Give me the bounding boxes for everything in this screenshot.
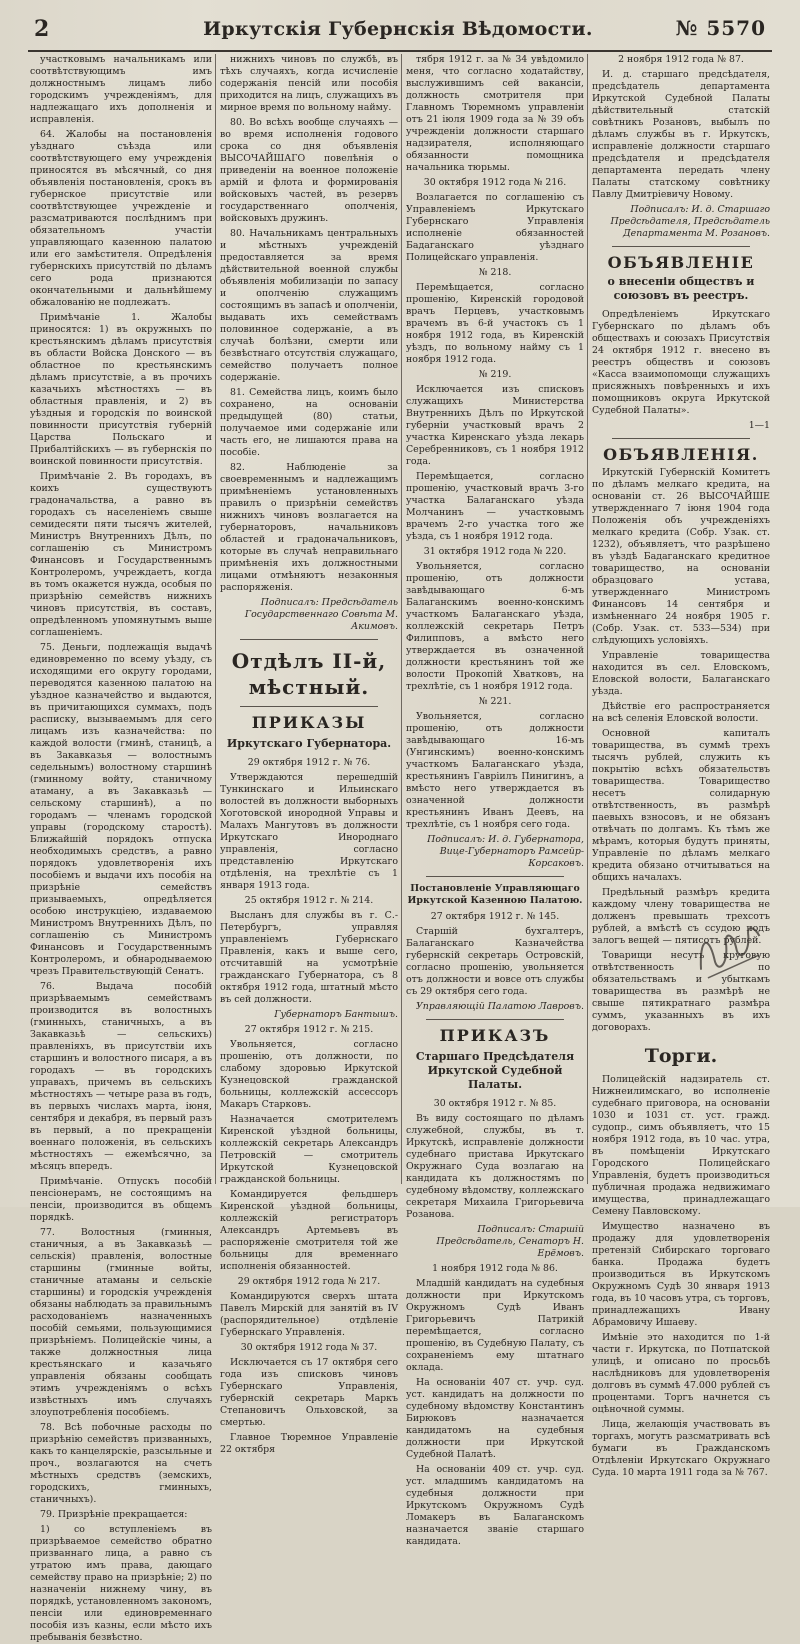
auctions-heading: Торги. <box>644 1045 718 1067</box>
order-number: № 221. <box>478 696 512 707</box>
paragraph: 82. Наблюденіе за своевременнымъ и надлежащимъ примѣненіемъ установленныхъ правилъ о призрѣніи семействъ нижнихъ чиновъ возлагается на губернаторовъ, начальниковъ областей и градоначальниковъ, которые въ случаѣ неправильнаго примѣненія ихъ должностными лицами отмѣняютъ незаконныя распоряженія. <box>220 462 398 593</box>
paragraph: 79. Призрѣніе прекращается: <box>40 1509 188 1520</box>
issue-number: № 5570 <box>675 16 766 40</box>
signature: Подписалъ: И. д. Губернатора, Вице-Губернаторъ Рамсейр-Корсаковъ. <box>427 834 584 869</box>
orders-heading: ПРИКАЗЫ <box>251 713 367 732</box>
order-date: 30 октября 1912 г. № 85. <box>433 1098 557 1109</box>
paragraph: Имущество назначено въ продажу для удовлетворенія претензій Сибирскаго торговаго банка. Продажа будетъ производиться въ Иркутскомъ Окружномъ Судѣ 30 января 1913 года, въ 10 часовъ утра, съ торговъ, принадлежащихъ Ивану Абрамовичу Ишаеву. <box>592 1221 770 1328</box>
orders-subheading: Иркутскаго Губернатора. <box>226 737 392 750</box>
paragraph: Управленіе товарищества находится въ сел. Еловскомъ, Еловской волости, Балаганскаго уѣзда. <box>592 650 770 697</box>
paragraph: Въ виду состоящаго по дѣламъ служебной, службы, въ т. Иркутскѣ, исправленіе должности судебнаго пристава Иркутскаго Окружнаго Суда возлагаю на кандидата къ должностямъ по судебному вѣдомству, коллежскаго секретаря Михаила Григорьевича Розанова. <box>406 1113 584 1220</box>
column-1 <box>30 54 212 1643</box>
paragraph: Основной капиталъ товарищества, въ суммѣ трехъ тысячъ рублей, служить къ покрытію всѣхъ обязательствъ товарищества. Товарищество несетъ солидарную отвѣтственность, въ размѣрѣ паевыхъ взносовъ, и не обязанъ отвѣчать по долгамъ. Къ тѣмъ же мѣрамъ, которыя будутъ приняты, Управленіе по дѣламъ мелкаго кредита обязано отчитываться на общихъ началахъ. <box>592 728 770 883</box>
paragraph: нижнихъ чиновъ по службѣ, въ тѣхъ случаяхъ, когда исчисленіе содержанія пенсій или пособія приходится на лицъ, служащихъ въ мирное время по вольному найму. <box>220 54 398 113</box>
insertion-count: 1—1 <box>748 420 770 431</box>
paragraph: 77. Волостныя (гминныя, станичныя, а въ Закавказьѣ — сельскія) правленія, волостные старшины (гминные войты, станичные атаманы и сельскіе старшины) и городскія учрежденія обязаны наблюдать за правильнымъ расходованіемъ назначенныхъ пособій семьями, пользующимися призрѣніемъ. Полицейскіе чины, а также должностныя лица крестьянскаго и казачьяго управленія обязаны сообщать этимъ учрежденіямъ о всѣхъ извѣстныхъ имъ случаяхъ злоупотребленія пособіемъ. <box>30 1227 212 1418</box>
paragraph: Старшій бухгалтеръ, Балаганскаго Казначейства губернскій секретарь Островскій, согласно прошенію, увольняется отъ должности и вовсе отъ службы съ 29 октября сего года. <box>406 926 584 997</box>
order-date: 30 октября 1912 года № 216. <box>423 177 567 188</box>
paragraph: Командируются сверхъ штата Павелъ Мирскій для занятій въ IV (распорядительное) отдѣленіе Губернскаго Управленія. <box>220 1291 398 1338</box>
paragraph: Опредѣленіемъ Иркутскаго Губернскаго по дѣламъ объ обществахъ и союзахъ Присутствія 24 октября 1912 г. внесено въ реестръ обществъ и союзовъ «Касса взаимопомощи служащихъ присяжныхъ повѣренныхъ и ихъ помощниковъ округа Иркутской Судебной Палаты». <box>592 309 770 416</box>
paragraph: На основаніи 409 ст. учр. суд. уст. младшимъ кандидатомъ на судебныя должности при Иркутскомъ Окружномъ Судѣ Ломакеръ въ Балаганскомъ назначается званіе старшаго кандидата. <box>406 1464 584 1547</box>
paragraph: Младшій кандидатъ на судебныя должности при Иркутскомъ Окружномъ Судѣ Иванъ Григорьевичъ Патрикій перемѣщается, согласно прошенію, въ Судебную Палату, съ сохраненіемъ ему штатнаго оклада. <box>406 1278 584 1373</box>
paragraph: Перемѣщается, согласно прошенію, участковый врачъ 3-го участка Балаганскаго уѣзда Молчанинъ — участковымъ врачемъ 2-го участка того же уѣзда, съ 1 ноября 1912 года. <box>406 471 584 542</box>
paragraph: Полицейскій надзиратель ст. Нижнеилимскаго, во исполненіе судебнаго приговора, на основаніи 1030 и 1031 ст. уст. гражд. судопр., симъ объявляетъ, что 15 ноября 1912 года, въ 10 час. утра, въ помѣщеніи Иркутскаго Городского Полицейскаго Управленія, будетъ производиться публичная продажа недвижимаго имущества, принадлежащаго Семену Павловскому. <box>592 1074 770 1217</box>
paragraph: Исключается съ 17 октября сего года изъ списковъ чиновъ Губернскаго Управленія, губернскій секретарь Маркъ Степановичъ Ольховской, за смертью. <box>220 1357 398 1428</box>
order-subheading: Старшаго Предсѣдателя Иркутской Судебной Палаты. <box>415 1050 575 1091</box>
paragraph: 80. Во всѣхъ вообще случаяхъ — во время исполненія годового срока со дня объявленія ВЫСОЧАЙШАГО повелѣнія о приведеніи на военное положеніе армій и флота и формированія войсковыхъ частей, въ резервъ государственнаго ополченія, войсковыхъ дружинъ. <box>220 117 398 224</box>
order-date: 27 октября 1912 г. № 145. <box>430 911 560 922</box>
column-rule <box>587 54 588 1184</box>
section-heading: Отдѣлъ II-й, мѣстный. <box>231 649 387 699</box>
paragraph: 64. Жалобы на постановленія уѣзднаго съѣзда или соотвѣтствующего ему учрежденія приносятся въ мѣсячный, со дня объявленія постановленія, срокъ въ губернское присутствіе или соотвѣтствующее учрежденіе и разсматриваются послѣднимъ при обязательномъ участіи управляющаго казенною палатою или его замѣстителя. Опредѣленія губернскихъ присутствій по дѣламъ сего рода признаются окончательными и дальнѣйшему обжалованію не подлежатъ. <box>30 129 212 308</box>
paragraph: Предѣльный размѣръ кредита каждому члену товарищества не долженъ превышать трехсотъ рублей, а вмѣстѣ съ ссудою подъ залогъ вещей — пятисотъ рублей. <box>592 887 770 946</box>
signature: Губернаторъ Бантышъ. <box>274 1009 398 1020</box>
paragraph: 75. Деньги, подлежащія выдачѣ единовременно по всему уѣзду, съ исходящими его округу городами, переводятся казенною палатою на уѣздное казначейство и выдаются, въ причитающихся суммахъ, подъ расписку, вызываемымъ для сего лицамъ изъ казначейства: по каждой волости (гминѣ, станицѣ, а въ Закавказья — волостнымъ седельнымъ) волостному старшинѣ (гминному войту, станичному атаману, а въ Закавказьѣ — сельскому старшинѣ), а по городамъ — членамъ городской управы (городскому старостѣ). Ближайшій порядокъ отпуска необходимыхъ средствъ, а равно порядокъ удовлетворенія ихъ пособіемъ и выдачи ихъ пособія на призрѣніе семействъ призываемыхъ, опредѣляется особою инструкціею, издаваемою Министромъ Внутреннихъ Дѣлъ, по соглашенію съ Министромъ Финансовъ и Государственнымъ Контролеромъ, и обнародываемою чрезъ Правительствующій Сенатъ. <box>30 642 212 977</box>
order-date: 29 октября 1912 года № 217. <box>237 1276 381 1287</box>
note: Примѣчаніе 1. Жалобы приносятся: 1) въ окружныхъ по крестьянскимъ дѣламъ присутствія въ области Войска Донского — въ областное по крестьянскимъ дѣламъ присутствіе, а въ прочихъ казачьихъ мѣстностяхъ — въ областныя правленія, и 2) въ уѣздныя и городскія по воинской повинности присутствія губерній Царства Польскаго и Прибалтійскихъ — въ губернскія по воинской повинности присутствія. <box>30 312 212 467</box>
paragraph: Увольняется, согласно прошенію, отъ должности завѣдывающаго 16-мъ (Унгинскимъ) военно-конскимъ участкомъ Балаганскаго уѣзда, крестьянинъ Гавріилъ Пинигинъ, а вмѣсто него утверждается въ означенной должности крестьянинъ Иванъ Деевъ, на трехлѣтіе, съ 1 ноября сего года. <box>406 711 584 830</box>
paragraph: Лица, желающія участвовать въ торгахъ, могутъ разсматривать всѣ бумаги въ Гражданскомъ Отдѣленіи Иркутскаго Окружнаго Суда. 10 марта 1911 года за № 767. <box>592 1419 770 1478</box>
paragraph: Имѣніе это находится по 1-й части г. Иркутска, по Потпатской улицѣ, и описано по просьбѣ наслѣдниковъ для удовлетворенія долговъ въ суммѣ 47.000 рублей съ процентами. Торгъ начнется съ оцѣночной суммы. <box>592 1332 770 1415</box>
paragraph: Высланъ для службы въ г. С.-Петербургъ, управляя управленіемъ Губернскаго Правленія, какъ и выше сего, отсчитавшій на усмотрѣніе гражданскаго Губернатора, съ 8 октября 1912 года, штатный мѣсто въ сей должности. <box>220 910 398 1005</box>
paragraph: Товарищи несутъ круговую отвѣтственность по обязательствамъ и убыткамъ товарищества въ размѣрѣ не свыше пятикратнаго размѣра суммъ, указанныхъ въ ихъ договорахъ. <box>592 950 770 1033</box>
signature: Подписалъ: Предсѣдатель Государственнаго Совѣта М. Акимовъ. <box>244 597 398 632</box>
paragraph: Иркутскій Губернскій Комитетъ по дѣламъ мелкаго кредита, на основаніи ст. 26 ВЫСОЧАЙШЕ утвержденнаго 7 іюня 1904 года Положенія объ учрежденіяхъ мелкаго кредита (Собр. Узак. ст. 1232), объявляетъ, что разрѣшено въ уѣздѣ Бадаганскаго кредитное товарищество, на основаніи образцоваго устава, утвержденнаго Министромъ Финансовъ 14 сентября и измѣненнаго 24 ноября 1905 г. (Собр. Узак. ст. 533—534) при слѣдующихъ условіяхъ. <box>592 467 770 646</box>
column-3 <box>406 54 584 1547</box>
divider <box>240 639 378 640</box>
order-date: 2 ноября 1912 года № 87. <box>618 54 744 65</box>
order-number: № 219. <box>478 369 512 380</box>
note: Примѣчаніе. Отпускъ пособій пенсіонерамъ, не состоящимъ на пенсіи, производится въ общемъ порядкѣ. <box>30 1176 212 1223</box>
announcement-subheading: о внесеніи обществъ и союзовъ въ реестръ. <box>607 275 755 302</box>
divider <box>240 706 378 707</box>
paragraph: И. д. старшаго предсѣдателя, предсѣдатель департамента Иркутской Судебной Палаты дѣйствительный статскій совѣтникъ Розановъ, выбылъ по дѣламъ службы въ г. Иркутскъ, исправленіе должности старшаго предсѣдателя и предсѣдателя департамента передать члену Палаты статскому совѣтнику Павлу Дмитріевичу Новому. <box>592 69 770 200</box>
announcement-heading: ОБЪЯВЛЕНІЕ <box>607 253 755 272</box>
paragraph: Перемѣщается, согласно прошенію, Киренскій городовой врачъ Перцевъ, участковымъ врачемъ въ 6-й участокъ съ 1 ноября 1912 года, въ Киренскій уѣздъ, по вольному найму съ 1 ноября 1912 года. <box>406 282 584 365</box>
page-header <box>28 10 772 52</box>
paragraph: Главное Тюремное Управленіе 22 октября <box>220 1432 398 1455</box>
paragraph: Исключается изъ списковъ служащихъ Министерства Внутреннихъ Дѣлъ по Иркутской губерніи участковый врачъ 2 участка Киренскаго уѣзда лекарь Серебренниковъ, съ 1 ноября 1912 года. <box>406 384 584 467</box>
order-date: 29 октября 1912 г. № 76. <box>247 757 371 768</box>
divider <box>612 246 750 247</box>
order-date: 30 октября 1912 года № 37. <box>240 1342 378 1353</box>
paragraph: Увольняется, согласно прошенію, отъ должности, по слабому здоровью Иркутской Кузнецовской гражданской больницы, коллежскій ассессоръ Макаръ Старковъ. <box>220 1039 398 1110</box>
paragraph: 78. Всѣ побочные расходы по призрѣнію семействъ призванныхъ, какъ то канцелярскіе, разсыльные и проч., возлагаются на счетъ мѣстныхъ средствъ (земскихъ, городскихъ, гминныхъ, станичныхъ). <box>30 1422 212 1505</box>
order-heading: ПРИКАЗЪ <box>439 1026 551 1045</box>
paragraph: 80. Начальникамъ центральныхъ и мѣстныхъ учрежденій предоставляется за время дѣйствительной военной службы объявленія мобилизаціи по запасу и ополченію служащимъ состоящимъ въ запасѣ и ополченіи, выдавать ихъ семействамъ половинное содержаніе, а въ случаѣ болѣзни, смерти или безвѣстнаго отсутствія служащаго, семейство получаетъ полное содержаніе. <box>220 228 398 383</box>
column-2 <box>220 54 398 1455</box>
order-date: 25 октября 1912 г. № 214. <box>244 895 374 906</box>
decree-heading: Постановленіе Управляющаго Иркутской Казенною Палатою. <box>407 883 583 906</box>
paragraph: 81. Семейства лицъ, коимъ было сохранено, на основаніи предыдущей (80) статьи, получаемое ими содержаніе или часть его, не лишаются права на пособіе. <box>220 387 398 458</box>
paragraph: Увольняется, согласно прошенію, отъ должности завѣдывающаго 6-мъ Балаганскимъ военно-конскимъ участкомъ Балаганскаго уѣзда, коллежскій секретарь Петръ Филипповъ, а вмѣсто него утверждается въ означенной должности крестьянинъ той же волости Прокопій Хватковъ, на трехлѣтіе, съ 1 ноября 1912 года. <box>406 561 584 692</box>
signature: Подписалъ: И. д. Старшаго Предсѣдателя, Предсѣдатель Департамента М. Розановъ. <box>610 204 770 239</box>
paragraph: На основаніи 407 ст. учр. суд. уст. кандидатъ на должности по судебному вѣдомству Константинъ Бирюковъ назначается кандидатомъ на судебныя должности при Иркутской Судебной Палатѣ. <box>406 1377 584 1460</box>
paragraph: Утверждаются перешедшій Тункинскаго и Ильинскаго волостей въ должности выборныхъ Хоготовской инородной Управы и Малахъ Мангутовъ въ должности Иркутскаго Инороднаго управленія, согласно представленію Иркутскаго отдѣленія, на трехлѣтіе съ 1 января 1913 года. <box>220 772 398 891</box>
paragraph: Командируется фельдшеръ Киренской уѣздной больницы, коллежскій регистраторъ Александръ Артемьевъ въ распоряженіе смотрителя той же больницы для временнаго исполненія обязанностей. <box>220 1189 398 1272</box>
newspaper-title: Иркутскія Губернскія Вѣдомости. <box>203 18 593 40</box>
column-4 <box>592 54 770 1478</box>
order-date: 31 октября 1912 года № 220. <box>423 546 567 557</box>
column-rule <box>215 54 216 1184</box>
divider <box>426 876 564 877</box>
paragraph: 76. Выдача пособій призрѣваемымъ семействамъ производится въ волостныхъ (гминныхъ, станичныхъ, а въ Закавказьѣ — сельскихъ) правленіяхъ, въ присутствіи ихъ старшинъ и волостного писаря, а въ городахъ — въ городскихъ управахъ, причемъ въ сельскихъ мѣстностяхъ — четыре раза въ годъ, въ первыхъ числахъ марта, іюня, сентября и декабря, въ первый разъ въ первый, а по прекращеніи военнаго положенія, въ сельскихъ мѣстностяхъ — ежемѣсячно, за мѣсяцъ впередъ. <box>30 981 212 1172</box>
divider <box>426 1019 564 1020</box>
paragraph: участковымъ начальникамъ или соотвѣтствующимъ имъ должностнымъ лицамъ либо городскимъ учрежденіямъ, для надлежащаго ихъ дополненія и исправленія. <box>30 54 212 125</box>
paragraph: 1) со вступленіемъ въ призрѣваемое семейство обратно призваннаго лица, а равно съ утратою имъ права, дающаго семейству право на призрѣніе; 2) по назначеніи нижнему чину, въ порядкѣ, установленномъ закономъ, пенсіи или единовременнаго пособія изъ казны, если мѣсто ихъ пребыванія безвѣстно. <box>30 1524 212 1643</box>
announcements-heading: ОБЪЯВЛЕНІЯ. <box>603 445 759 464</box>
signature: Управляющій Палатою Лавровъ. <box>416 1001 584 1012</box>
paragraph: тября 1912 г. за № 34 увѣдомило меня, что согласно ходатайству, выслужившимъ сей вакансіи, должность смотрителя при Главномъ Тюремномъ управленіи отъ 21 іюля 1909 года за № 39 объ учрежденіи должности старшаго надзирателя, исполняющаго обязанности помощника начальника тюрьмы. <box>406 54 584 173</box>
divider <box>612 438 750 439</box>
paragraph: Возлагается по соглашенію съ Управленіемъ Иркутскаго Губернскаго Управленія исполненіе обязанностей Бадаганскаго уѣзднаго Полицейскаго управленія. <box>406 192 584 263</box>
order-date: 27 октября 1912 г. № 215. <box>244 1024 374 1035</box>
column-rule <box>401 54 402 1184</box>
page-number: 2 <box>34 16 50 42</box>
paragraph: Дѣйствіе его распространяется на всѣ селенія Еловской волости. <box>592 701 770 724</box>
paragraph: Назначается смотрителемъ Киренской уѣздной больницы, коллежскій секретарь Александръ Петровскій — смотритель Иркутской Кузнецовской гражданской больницы. <box>220 1114 398 1185</box>
signature: Подписалъ: Старшій Предсѣдатель, Сенаторъ Н. Ерёмовъ. <box>436 1224 584 1259</box>
order-number: № 218. <box>478 267 512 278</box>
order-date: 1 ноября 1912 года № 86. <box>432 1263 558 1274</box>
note: Примѣчаніе 2. Въ городахъ, въ коихъ существуютъ градоначальства, а равно въ городахъ съ населеніемъ свыше семидесяти пяти тысячъ жителей, Министръ Внутреннихъ Дѣлъ, по соглашенію съ Министромъ Финансовъ и Государственнымъ Контролеромъ, учреждаетъ, когда въ томъ окажется нужда, особыя по призрѣнію семействъ нижнихъ чиновъ присутствія, въ составъ, опредѣленномъ упомянутымъ выше соглашеніемъ. <box>30 471 212 638</box>
